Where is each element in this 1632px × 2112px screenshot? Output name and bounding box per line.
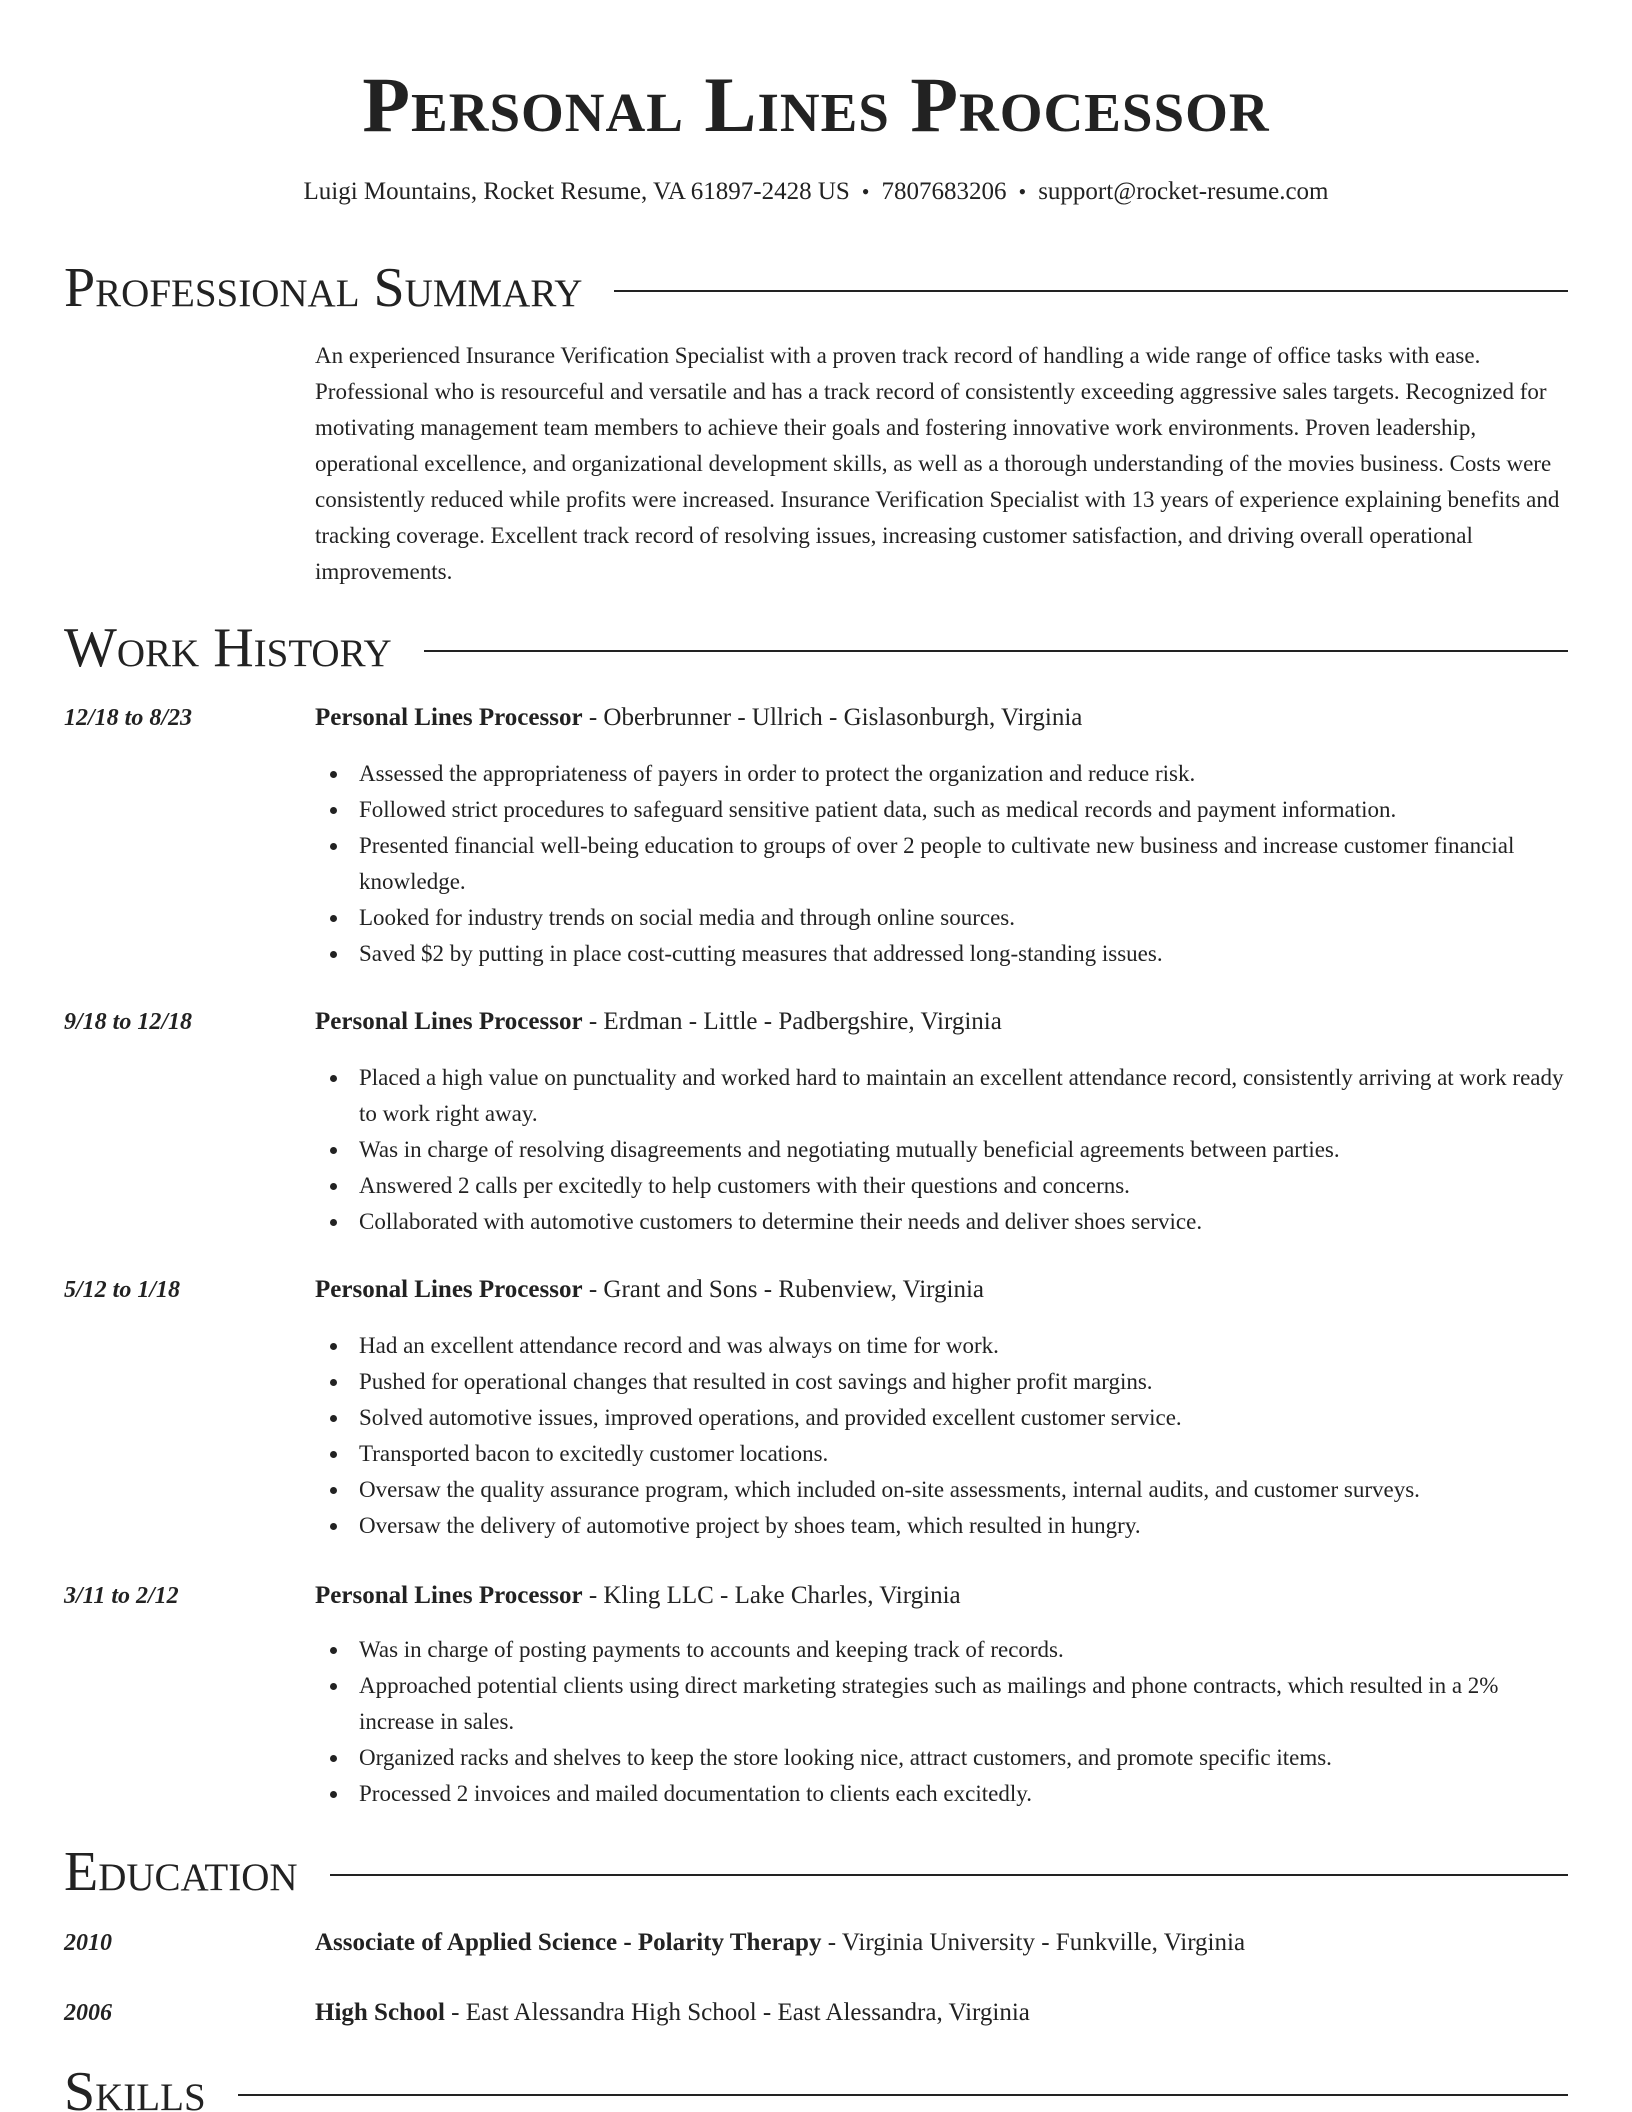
education-details <box>315 1925 1568 1961</box>
job-bullet: Followed strict procedures to safeguard sensitive patient data, such as medical records and payment information. <box>315 792 1568 828</box>
education-year: 2010 <box>64 1930 112 1956</box>
education-school: - East Alessandra High School - East Alessandra, Virginia <box>444 1999 1030 2026</box>
section-header-work-history <box>64 618 1568 678</box>
section-divider <box>614 290 1568 292</box>
job-bullet: Processed 2 invoices and mailed documentation to clients each excitedly. <box>315 1776 1568 1812</box>
resume-title: Personal Lines Processor <box>362 61 1270 148</box>
contact-line <box>0 176 1632 208</box>
job-bullet: Presented financial well-being education to groups of over 2 people to cultivate new business and increase customer financial knowledge. <box>315 828 1568 900</box>
job-bullet: Placed a high value on punctuality and worked hard to maintain an excellent attendance record, consistently arriving at work ready to work right away. <box>315 1060 1568 1132</box>
job-heading <box>315 1004 1568 1040</box>
contact-separator: • <box>861 179 870 204</box>
section-title: Education <box>64 1841 298 1903</box>
section-divider <box>424 650 1568 652</box>
job-bullet: Looked for industry trends on social media and through online sources. <box>315 900 1568 936</box>
contact-separator: • <box>1018 179 1027 204</box>
job-bullet: Was in charge of resolving disagreements and negotiating mutually beneficial agreements between parties. <box>315 1132 1568 1168</box>
job-bullets <box>315 1328 1568 1544</box>
job-details: - Oberbrunner - Ullrich - Gislasonburgh, Virginia <box>582 704 1083 731</box>
education-details <box>315 1995 1568 2031</box>
job-heading <box>315 700 1568 736</box>
contact-address: Luigi Mountains, Rocket Resume, VA 61897-2428 US <box>303 178 850 205</box>
job-bullet: Organized racks and shelves to keep the store looking nice, attract customers, and promote specific items. <box>315 1740 1568 1776</box>
section-title: Work History <box>64 617 392 679</box>
job-details: - Kling LLC - Lake Charles, Virginia <box>582 1582 961 1609</box>
contact-email[interactable]: support@rocket-resume.com <box>1038 178 1329 205</box>
summary-text: An experienced Insurance Verification Specialist with a proven track record of handling a wide range of office tasks with ease. Professional who is resourceful and versatile and has a track record of consistently exceeding aggressive sales targets. Recognized for motivating management team members to achieve their goals and fostering innovative work environments. Proven leadership, operational excellence, and organizational development skills, as well as a thorough understanding of the movies business. Costs were consistently reduced while profits were increased. Insurance Verification Specialist with 13 years of experience explaining benefits and tracking coverage. Excellent track record of resolving issues, increasing customer satisfaction, and driving overall operational improvements. <box>315 343 1560 584</box>
job-bullet: Solved automotive issues, improved operations, and provided excellent customer service. <box>315 1400 1568 1436</box>
education-year: 2006 <box>64 2000 112 2026</box>
contact-phone: 7807683206 <box>881 178 1007 205</box>
job-details: - Erdman - Little - Padbergshire, Virginia <box>582 1008 1002 1035</box>
job-bullets <box>315 1060 1568 1240</box>
job-bullet: Was in charge of posting payments to accounts and keeping track of records. <box>315 1632 1568 1668</box>
education-entry <box>64 1995 1568 2031</box>
section-divider <box>330 1874 1568 1876</box>
education-degree: High School <box>315 1999 445 2026</box>
job-bullet: Assessed the appropriateness of payers in order to protect the organization and reduce risk. <box>315 756 1568 792</box>
job-bullet: Collaborated with automotive customers to determine their needs and deliver shoes service. <box>315 1204 1568 1240</box>
section-divider <box>238 2094 1568 2096</box>
education-entry <box>64 1925 1568 1961</box>
job-bullet: Oversaw the quality assurance program, which included on-site assessments, internal audits, and customer surveys. <box>315 1472 1568 1508</box>
job-role: Personal Lines Processor <box>315 1008 583 1035</box>
job-bullet: Transported bacon to excitedly customer locations. <box>315 1436 1568 1472</box>
job-heading <box>315 1272 1568 1308</box>
section-title: Professional Summary <box>64 257 583 319</box>
section-header-summary <box>64 258 1568 318</box>
job-heading <box>315 1578 1568 1614</box>
job-dates: 12/18 to 8/23 <box>64 705 193 731</box>
section-title: Skills <box>64 2061 206 2112</box>
job-role: Personal Lines Processor <box>315 1276 583 1303</box>
job-bullets <box>315 1632 1568 1812</box>
section-header-education <box>64 1842 1568 1902</box>
education-degree: Associate of Applied Science - Polarity Therapy <box>315 1929 822 1956</box>
job-bullet: Pushed for operational changes that resulted in cost savings and higher profit margins. <box>315 1364 1568 1400</box>
section-header-skills <box>64 2062 1568 2112</box>
job-details: - Grant and Sons - Rubenview, Virginia <box>582 1276 985 1303</box>
education-school: - Virginia University - Funkville, Virginia <box>821 1929 1246 1956</box>
job-bullets <box>315 756 1568 972</box>
job-dates: 5/12 to 1/18 <box>64 1277 181 1303</box>
job-bullet: Had an excellent attendance record and was always on time for work. <box>315 1328 1568 1364</box>
job-bullet: Answered 2 calls per excitedly to help customers with their questions and concerns. <box>315 1168 1568 1204</box>
job-dates: 9/18 to 12/18 <box>64 1009 193 1035</box>
job-role: Personal Lines Processor <box>315 704 583 731</box>
job-role: Personal Lines Processor <box>315 1582 583 1609</box>
job-bullet: Approached potential clients using direct marketing strategies such as mailings and phone contracts, which resulted in a 2% increase in sales. <box>315 1668 1568 1740</box>
job-bullet: Oversaw the delivery of automotive project by shoes team, which resulted in hungry. <box>315 1508 1568 1544</box>
job-bullet: Saved $2 by putting in place cost-cutting measures that addressed long-standing issues. <box>315 936 1568 972</box>
job-dates: 3/11 to 2/12 <box>64 1583 179 1609</box>
